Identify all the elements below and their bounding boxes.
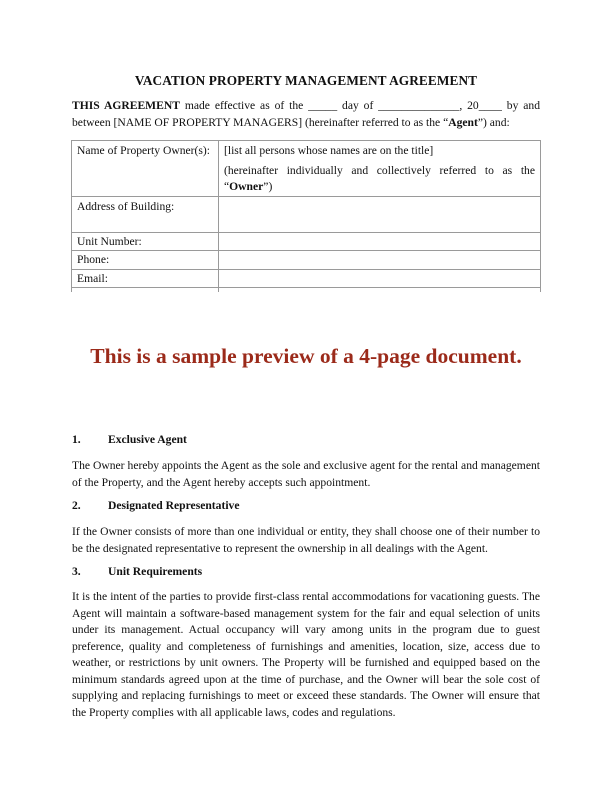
owner-definition-start: (hereinafter individually and collectively referred to as the “ bbox=[224, 163, 535, 193]
owner-term: Owner bbox=[229, 180, 264, 193]
section-number: 2. bbox=[72, 499, 81, 512]
section-title: Exclusive Agent bbox=[108, 433, 187, 446]
owner-name-label: Name of Property Owner(s): bbox=[72, 141, 219, 197]
section-heading-1 bbox=[72, 433, 187, 446]
section-body-3: It is the intent of the parties to provide first-class rental accommodations for vacationing guests. The Agent will maintain a software-based management system for the fair and equal selection of units under its management. Actual occupancy will vary among units in the program due to guest preference, quality and completeness of furnishings and amenities, location, size, access due to weather, or restrictions by unit owners. The Property will be furnished and equipped based on the minimum standards agreed upon at the time of purchase, and the Owner will bear the sole cost of supplying and replacing furnishings to meet or exceed these standards. The Owner will ensure that the Property complies with all applicable laws, codes and regulations. bbox=[72, 590, 540, 719]
table-row-phone bbox=[72, 251, 541, 270]
section-body-2: If the Owner consists of more than one individual or entity, they shall choose one of their number to be the designated representative to represent the ownership in all dealings with the Agent. bbox=[72, 525, 540, 555]
phone-value bbox=[219, 251, 541, 270]
truncated-cell bbox=[72, 288, 219, 293]
email-label: Email: bbox=[72, 269, 219, 288]
section-body-1: The Owner hereby appoints the Agent as the sole and exclusive agent for the rental and management of the Property, and the Agent hereby accepts such appointment. bbox=[72, 459, 540, 489]
owner-definition bbox=[224, 163, 535, 196]
address-value bbox=[219, 196, 541, 232]
intro-paragraph bbox=[72, 98, 540, 131]
section-heading-3 bbox=[72, 565, 202, 578]
agent-term: Agent bbox=[448, 115, 478, 129]
owner-info-table bbox=[71, 140, 541, 292]
table-row-unit-number bbox=[72, 232, 541, 251]
agreement-lead: THIS AGREEMENT bbox=[72, 99, 180, 112]
unit-number-label: Unit Number: bbox=[72, 232, 219, 251]
document-title: VACATION PROPERTY MANAGEMENT AGREEMENT bbox=[134, 73, 478, 88]
section-title: Unit Requirements bbox=[108, 565, 203, 578]
intro-line2-start: between [NAME OF PROPERTY MANAGERS] (hereinafter referred to as the “ bbox=[72, 115, 449, 129]
section-heading-2 bbox=[72, 499, 239, 512]
owner-name-placeholder: [list all persons whose names are on the title] bbox=[224, 144, 434, 157]
section-number: 1. bbox=[72, 433, 81, 446]
section-title: Designated Representative bbox=[108, 499, 240, 512]
section-number: 3. bbox=[72, 565, 81, 578]
table-row-owner-name bbox=[72, 141, 541, 197]
table-row-truncated bbox=[72, 288, 541, 293]
intro-line1: made effective as of the _____ day of ______________, 20____ by and bbox=[179, 99, 540, 112]
phone-label: Phone: bbox=[72, 251, 219, 270]
truncated-cell bbox=[219, 288, 541, 293]
address-label: Address of Building: bbox=[72, 196, 219, 232]
table-row-address bbox=[72, 196, 541, 232]
unit-number-value bbox=[219, 232, 541, 251]
intro-line2-end: ”) and: bbox=[477, 115, 510, 129]
email-value bbox=[219, 269, 541, 288]
owner-name-value bbox=[219, 141, 541, 197]
owner-definition-end: ”) bbox=[263, 180, 273, 193]
preview-notice: This is a sample preview of a 4-page document. bbox=[90, 344, 522, 368]
table-row-email bbox=[72, 269, 541, 288]
